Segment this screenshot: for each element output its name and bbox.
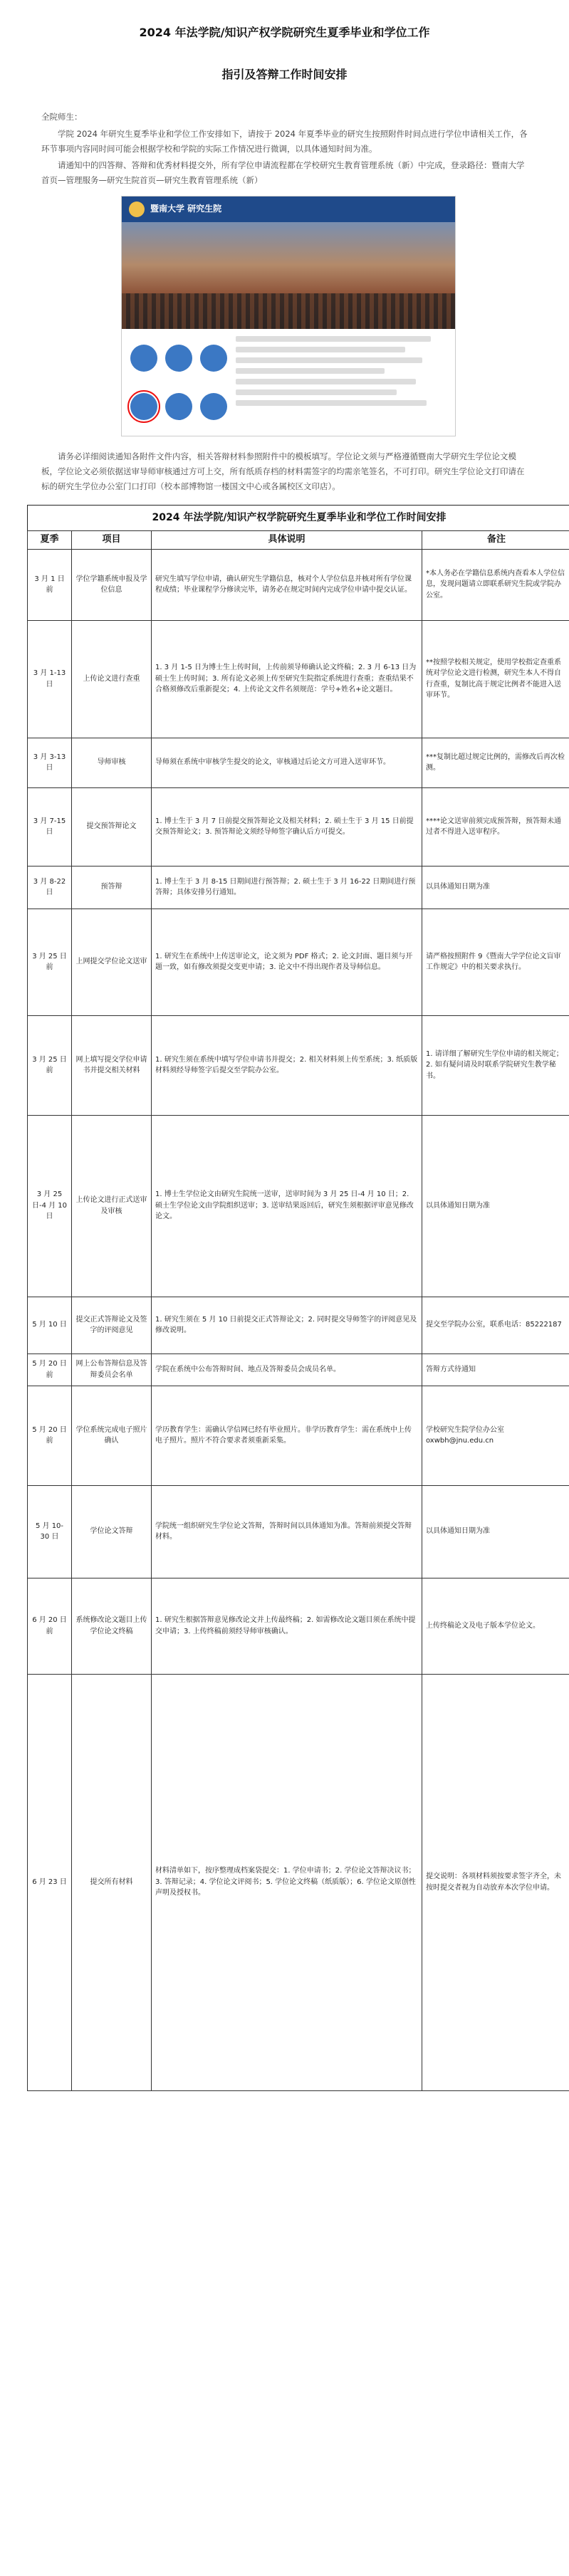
row-note: 答辩方式待通知 [422,1354,569,1386]
news-line [236,400,427,406]
service-icon [200,345,227,372]
screenshot-header [122,197,455,222]
service-icon [130,345,157,372]
news-line [236,389,397,395]
table-row [28,1485,569,1578]
row-description: 学院统一组织研究生学位论文答辩，答辩时间以具体通知为准。答辩前须提交答辩材料。 [152,1485,422,1578]
document-title [14,0,555,84]
table-row [28,866,569,909]
table-row [28,1115,569,1297]
row-note: 以具体通知日期为准 [422,1485,569,1578]
intro-paragraph-1: 学院 2024 年研究生夏季毕业和学位工作安排如下，请按于 2024 年夏季毕业的研究生按照附件时间点进行学位申请相关工作，各环节事项内容同时间可能会根据学校和学院的实际工作情况进行微调，以具体通知时间为准。 [41,128,528,154]
row-item: 提交所有材料 [72,1674,152,2090]
row-description: 1. 博士生于 3 月 7 日前提交预答辩论文及相关材料；2. 硕士生于 3 月 15 日前提交预答辩论文；3. 预答辩论文须经导师签字确认后方可提交。 [152,787,422,866]
row-date: 5 月 10 日 [28,1297,72,1354]
row-item: 网上填写提交学位申请书并提交相关材料 [72,1015,152,1115]
row-note: 提交说明：各项材料须按要求签字齐全，未按时提交者视为自动放弃本次学位申请。 [422,1674,569,2090]
row-description: 1. 3 月 1-5 日为博士生上传时间，上传前须导师确认论文终稿；2. 3 月 6-13 日为硕士生上传时间；3. 所有论文必须上传至研究生院指定系统进行查重；查重结果不合格须修改后重新提交；4. 上传论文文件名须规范：学号+姓名+论文题目。 [152,620,422,738]
intro-paragraph-2: 请通知中的四答辩、答辩和优秀材料提交外，所有学位申请流程都在学校研究生教育管理系统（新）中完成，登录路径：暨南大学首页—管理服务—研究生院首页—研究生教育管理系统（新） [41,160,525,186]
row-date: 5 月 20 日前 [28,1386,72,1485]
row-date: 3 月 1-13 日 [28,620,72,738]
title-line2: 指引及答辩工作时间安排 [221,68,348,82]
table-body [28,549,569,2090]
table-row [28,549,569,620]
table-row [28,1386,569,1485]
row-item: 上传论文进行正式送审及审核 [72,1115,152,1297]
row-date: 3 月 25 日前 [28,909,72,1015]
row-date: 3 月 25 日-4 月 10 日 [28,1115,72,1297]
intro-section [41,110,528,188]
row-note: *本人务必在学籍信息系统内查看本人学位信息，发现问题请立即联系研究生院或学院办公室。 [422,549,569,620]
row-item: 系统修改论文题目上传学位论文终稿 [72,1578,152,1674]
row-note: 1. 请详细了解研究生学位申请的相关规定；2. 如有疑问请及时联系学院研究生教学秘书。 [422,1015,569,1115]
schedule-table [27,505,569,2091]
title-line1: 2024 年法学院/知识产权学院研究生夏季毕业和学位工作 [139,26,430,39]
row-note: 以具体通知日期为准 [422,1115,569,1297]
news-line [236,347,405,352]
row-date: 6 月 23 日 [28,1674,72,2090]
table-row [28,1015,569,1115]
row-description: 学院在系统中公布答辩时间、地点及答辩委员会成员名单。 [152,1354,422,1386]
service-icon [165,393,192,420]
table-row [28,620,569,738]
university-logo-icon [129,201,145,217]
row-note: ****论文送审前须完成预答辩，预答辩未通过者不得进入送审程序。 [422,787,569,866]
row-date: 3 月 1 日前 [28,549,72,620]
table-row [28,787,569,866]
row-description: 研究生填写学位申请，确认研究生学籍信息，核对个人学位信息并核对所有学位课程成绩；毕业课程学分修读完毕，请务必在规定时间内完成学位申请中提交认证。 [152,549,422,620]
screenshot-icon-grid [129,336,229,429]
highlighted-system-icon [130,393,157,420]
news-line [236,379,416,384]
row-note: ***复制比超过规定比例的，需修改后再次检测。 [422,738,569,787]
table-caption: 2024 年法学院/知识产权学院研究生夏季毕业和学位工作时间安排 [27,505,569,530]
salutation: 全院师生： [41,112,83,122]
row-note: 以具体通知日期为准 [422,866,569,909]
row-date: 6 月 20 日前 [28,1578,72,1674]
screenshot-site-name: 暨南大学 研究生院 [150,203,222,214]
row-note: 请严格按照附件 9《暨南大学学位论文盲审工作规定》中的相关要求执行。 [422,909,569,1015]
service-icon [200,393,227,420]
table-row [28,909,569,1015]
row-item: 预答辩 [72,866,152,909]
schedule-table-wrapper [27,505,565,2091]
service-icon [165,345,192,372]
row-note: 上传终稿论文及电子版本学位论文。 [422,1578,569,1674]
row-date: 3 月 7-15 日 [28,787,72,866]
row-item: 学位系统完成电子照片确认 [72,1386,152,1485]
screenshot-body [122,329,455,436]
row-date: 3 月 8-22 日 [28,866,72,909]
row-note: 学校研究生院学位办公室 oxwbh@jnu.edu.cn [422,1386,569,1485]
table-row [28,1354,569,1386]
news-line [236,368,385,374]
news-line [236,336,431,342]
table-row [28,1297,569,1354]
table-row [28,1674,569,2090]
row-description: 导师须在系统中审核学生提交的论文，审核通过后论文方可进入送审环节。 [152,738,422,787]
row-note: 提交至学院办公室，联系电话：85222187 [422,1297,569,1354]
row-description: 材料清单如下，按序整理成档案袋提交：1. 学位申请书；2. 学位论文答辩决议书；3. 答辩记录；4. 学位论文评阅书；5. 学位论文终稿（纸质版）；6. 学位论文原创性声明及授权书。 [152,1674,422,2090]
row-note: **按照学校相关规定，使用学校指定查重系统对学位论文进行检测，研究生本人不得自行查重，复制比高于规定比例者不能进入送审环节。 [422,620,569,738]
screenshot-news-list [236,336,448,429]
header-remarks: 备注 [422,530,569,549]
row-item: 提交预答辩论文 [72,787,152,866]
row-item: 学位学籍系统申报及学位信息 [72,549,152,620]
header-item: 项目 [72,530,152,549]
row-item: 上网提交学位论文送审 [72,909,152,1015]
row-description: 1. 研究生在系统中上传送审论文，论文须为 PDF 格式；2. 论文封面、题目须与开题一致，如有修改须提交变更申请；3. 论文中不得出现作者及导师信息。 [152,909,422,1015]
table-row [28,1578,569,1674]
header-details: 具体说明 [152,530,422,549]
row-item: 提交正式答辩论文及签字的评阅意见 [72,1297,152,1354]
row-item: 网上公布答辩信息及答辩委员会名单 [72,1354,152,1386]
row-item: 导师审核 [72,738,152,787]
row-item: 上传论文进行查重 [72,620,152,738]
row-date: 3 月 3-13 日 [28,738,72,787]
table-row [28,738,569,787]
row-date: 5 月 10-30 日 [28,1485,72,1578]
row-description: 1. 研究生须在 5 月 10 日前提交正式答辩论文；2. 同时提交导师签字的评阅意见及修改说明。 [152,1297,422,1354]
screenshot-banner-image [122,222,455,329]
row-description: 1. 博士生于 3 月 8-15 日期间进行预答辩；2. 硕士生于 3 月 16-22 日期间进行预答辩；具体安排另行通知。 [152,866,422,909]
row-description: 学历教育学生：需确认学信网已经有毕业照片。非学历教育学生：需在系统中上传电子照片。照片不符合要求者须重新采集。 [152,1386,422,1485]
row-item: 学位论文答辩 [72,1485,152,1578]
row-description: 1. 研究生须在系统中填写学位申请书并提交；2. 相关材料须上传至系统；3. 纸质版材料须经导师签字后提交至学院办公室。 [152,1015,422,1115]
notice-paragraph: 请务必详细阅读通知各附件文件内容，相关答辩材料参照附件中的模板填写。学位论文须与严格遵循暨南大学研究生学位论文模板，学位论文必须依据送审导师审核通过方可上交，所有纸质存档的材料需签字的均需亲笔签名，不可打印。研究生学位论文打印请在标的研究生学位办公室门口打印（校本部博物馆一楼国文中心或各属校区文印店）。 [41,451,525,492]
row-date: 3 月 25 日前 [28,1015,72,1115]
row-description: 1. 博士生学位论文由研究生院统一送审，送审时间为 3 月 25 日-4 月 10 日；2. 硕士生学位论文由学院组织送审；3. 送审结果返回后，研究生须根据评审意见修改论文。 [152,1115,422,1297]
header-season: 夏季 [28,530,72,549]
notice-section [41,449,528,495]
news-line [236,357,422,363]
row-description: 1. 研究生根据答辩意见修改论文并上传最终稿；2. 如需修改论文题目须在系统中提交申请；3. 上传终稿前须经导师审核确认。 [152,1578,422,1674]
portal-screenshot [121,196,456,436]
row-date: 5 月 20 日前 [28,1354,72,1386]
table-header-row [28,530,569,549]
